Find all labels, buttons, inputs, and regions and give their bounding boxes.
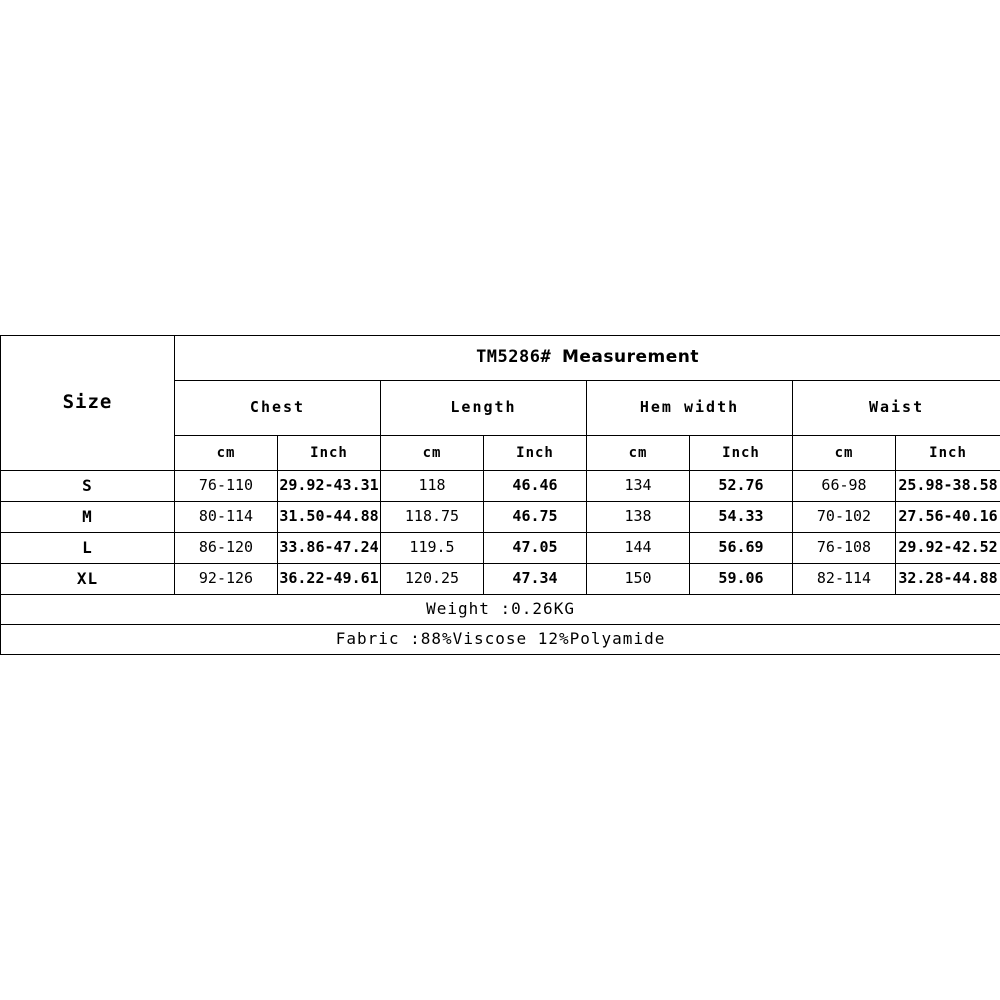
cell-chest-cm: 76-110: [175, 471, 278, 502]
fabric-row: [1, 625, 1000, 655]
weight-text: Weight :0.26KG: [1, 595, 1000, 625]
measurement-title: [175, 336, 1000, 381]
cell-waist-cm: 76-108: [793, 533, 896, 564]
cell-waist-inch: 25.98-38.58: [896, 471, 1000, 502]
unit-hem-inch: Inch: [690, 436, 793, 471]
table-row: [1, 564, 1000, 595]
cell-length-inch: 46.46: [484, 471, 587, 502]
size-column-header: Size: [1, 336, 175, 471]
cell-length-inch: 46.75: [484, 502, 587, 533]
cell-length-cm: 118: [381, 471, 484, 502]
unit-length-inch: Inch: [484, 436, 587, 471]
cell-chest-inch: 29.92-43.31: [278, 471, 381, 502]
cell-chest-cm: 80-114: [175, 502, 278, 533]
row-size-label: S: [1, 471, 175, 502]
table-row: [1, 502, 1000, 533]
cell-length-cm: 120.25: [381, 564, 484, 595]
cell-hem-cm: 144: [587, 533, 690, 564]
cell-chest-inch: 36.22-49.61: [278, 564, 381, 595]
cell-hem-cm: 134: [587, 471, 690, 502]
cell-chest-inch: 31.50-44.88: [278, 502, 381, 533]
cell-hem-cm: 150: [587, 564, 690, 595]
cell-length-inch: 47.34: [484, 564, 587, 595]
unit-length-cm: cm: [381, 436, 484, 471]
measurement-word: Measurement: [561, 347, 699, 368]
cell-waist-inch: 32.28-44.88: [896, 564, 1000, 595]
table-row: [1, 471, 1000, 502]
cell-hem-inch: 52.76: [690, 471, 793, 502]
unit-chest-inch: Inch: [278, 436, 381, 471]
group-header-hem-width: Hem width: [587, 381, 793, 436]
group-header-waist: Waist: [793, 381, 1000, 436]
group-header-chest: Chest: [175, 381, 381, 436]
cell-waist-cm: 82-114: [793, 564, 896, 595]
measurement-code: TM5286#: [476, 347, 552, 368]
table-row: [1, 533, 1000, 564]
cell-length-inch: 47.05: [484, 533, 587, 564]
weight-row: [1, 595, 1000, 625]
cell-waist-cm: 66-98: [793, 471, 896, 502]
size-chart-container: [0, 335, 1000, 655]
unit-hem-cm: cm: [587, 436, 690, 471]
cell-chest-cm: 92-126: [175, 564, 278, 595]
unit-chest-cm: cm: [175, 436, 278, 471]
unit-waist-cm: cm: [793, 436, 896, 471]
fabric-text: Fabric :88%Viscose 12%Polyamide: [1, 625, 1000, 655]
row-size-label: XL: [1, 564, 175, 595]
cell-hem-inch: 54.33: [690, 502, 793, 533]
unit-waist-inch: Inch: [896, 436, 1000, 471]
cell-length-cm: 118.75: [381, 502, 484, 533]
table-title-row: [1, 336, 1000, 381]
row-size-label: L: [1, 533, 175, 564]
cell-chest-cm: 86-120: [175, 533, 278, 564]
cell-hem-inch: 56.69: [690, 533, 793, 564]
size-chart-table: [0, 335, 1000, 655]
row-size-label: M: [1, 502, 175, 533]
cell-hem-cm: 138: [587, 502, 690, 533]
cell-length-cm: 119.5: [381, 533, 484, 564]
cell-waist-inch: 29.92-42.52: [896, 533, 1000, 564]
group-header-length: Length: [381, 381, 587, 436]
cell-waist-inch: 27.56-40.16: [896, 502, 1000, 533]
cell-chest-inch: 33.86-47.24: [278, 533, 381, 564]
cell-waist-cm: 70-102: [793, 502, 896, 533]
cell-hem-inch: 59.06: [690, 564, 793, 595]
